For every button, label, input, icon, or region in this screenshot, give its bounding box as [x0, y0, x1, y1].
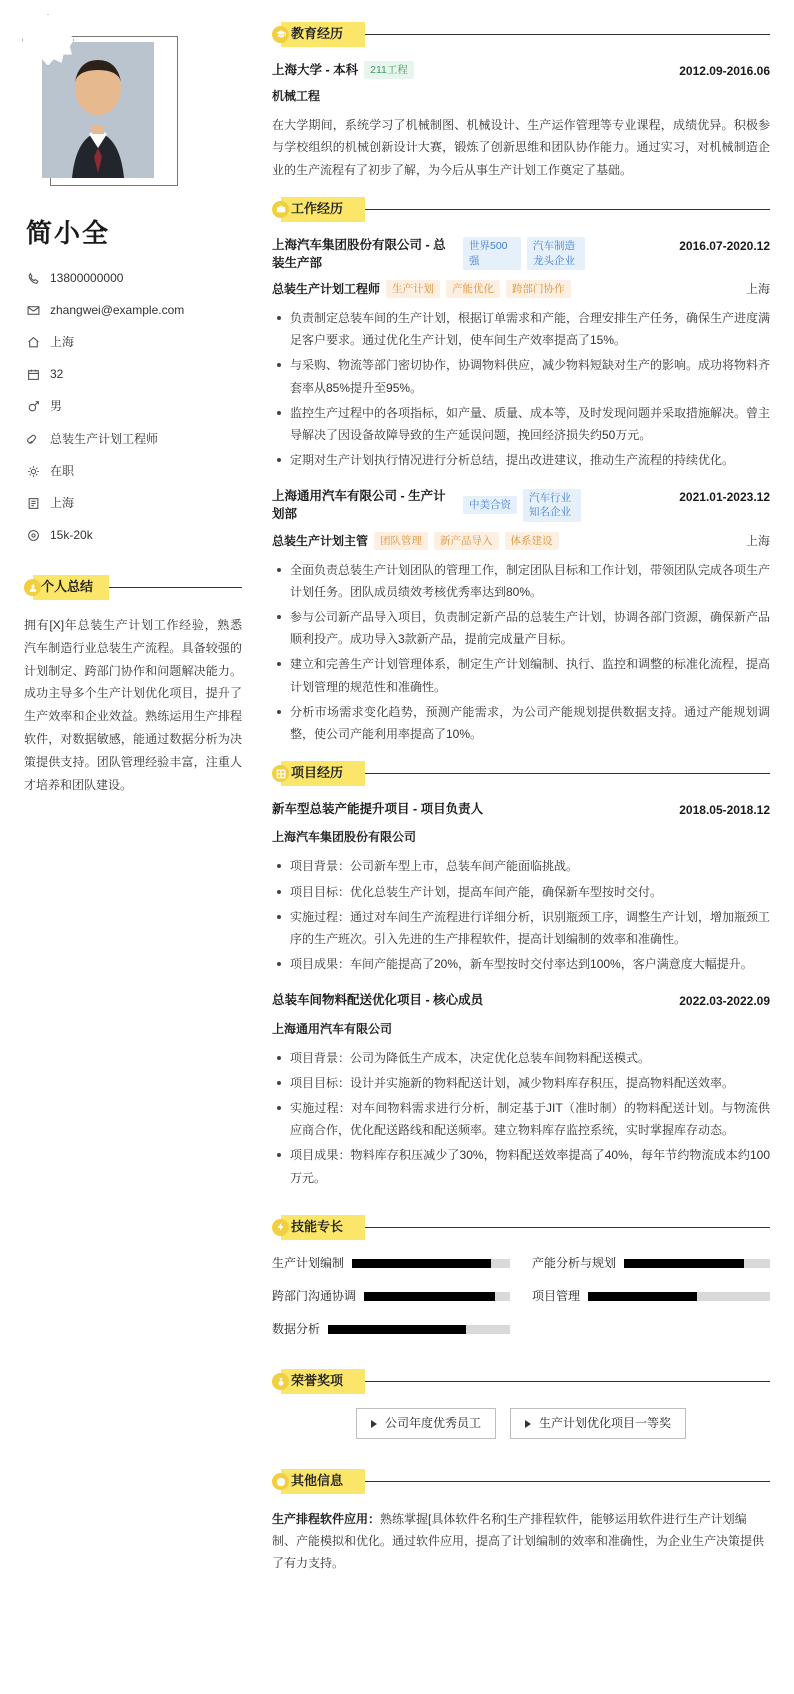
page-title: 简小全 — [26, 218, 111, 248]
work-bullet: 负责制定总装车间的生产计划，根据订单需求和产能，合理安排生产任务，确保生产进度满足客户要求。通过优化生产计划，使车间生产效率提高了15%。 — [288, 307, 770, 351]
sidebar — [0, 0, 262, 1694]
skill-bar-fill — [624, 1259, 744, 1268]
gender-icon — [26, 400, 40, 414]
education-tag: 211工程 — [364, 61, 414, 79]
project-name: 新车型总装产能提升项目 - 项目负责人 — [272, 802, 484, 817]
section-header-awards — [272, 1369, 770, 1394]
project-bullets — [272, 1047, 770, 1189]
work-item — [272, 236, 770, 472]
main-content — [262, 0, 794, 1694]
contact-phone-value: 13800000000 — [50, 270, 124, 285]
skill-bar — [352, 1259, 510, 1268]
project-date: 2022.03-2022.09 — [679, 994, 770, 1009]
info-icon — [272, 1473, 289, 1490]
education-item — [272, 61, 770, 181]
other-text: 熟练掌握[具体软件名称]生产排程软件，能够运用软件进行生产计划编制、产能模拟和优化。通过软件应用，提高了计划编制的效率和准确性，为企业生产决策提供了有力支持。 — [272, 1511, 765, 1571]
section-title-education: 教育经历 — [281, 22, 365, 47]
contact-location-value: 上海 — [50, 495, 75, 510]
project-icon — [272, 765, 289, 782]
education-school: 上海大学 - 本科 — [272, 62, 359, 77]
other-item — [272, 1508, 770, 1575]
summary-text: 拥有[X]年总装生产计划工作经验，熟悉汽车制造行业总装生产流程。具备较强的计划制定、跨部门协作和问题解决能力。成功主导多个生产计划优化项目，提升了生产效率和企业效益。熟练运用生产排程软件，对数据敏感，能通过数据分析为决策提供支持。团队管理经验丰富，注重人才培养和团队建设。 — [24, 618, 242, 792]
section-skills — [272, 1215, 770, 1339]
work-bullet: 建立和完善生产计划管理体系，制定生产计划编制、执行、监控和调整的标准化流程，提高计划管理的规范性和准确性。 — [288, 653, 770, 697]
skill-bar — [588, 1292, 770, 1301]
contact-phone — [26, 269, 242, 288]
work-company-tag: 汽车行业知名企业 — [523, 489, 581, 521]
section-projects — [272, 761, 770, 1189]
skill-bar-fill — [352, 1259, 491, 1268]
project-item — [272, 991, 770, 1189]
salary-icon — [26, 529, 40, 543]
section-rule — [365, 34, 770, 35]
home-icon — [26, 336, 40, 350]
contact-salary — [26, 526, 242, 545]
section-header-work — [272, 197, 770, 222]
section-title-work: 工作经历 — [281, 197, 365, 222]
section-rule — [365, 1381, 770, 1382]
contact-status — [26, 462, 242, 481]
section-title-summary: 个人总结 — [33, 575, 109, 600]
skill-bar — [364, 1292, 510, 1301]
calendar-icon — [26, 368, 40, 382]
skill-bar — [328, 1325, 510, 1334]
contact-position — [26, 430, 242, 449]
work-bullet: 全面负责总装生产计划团队的管理工作，制定团队目标和工作计划，带领团队完成各项生产计划任务。团队成员绩效考核优秀率达到80%。 — [288, 559, 770, 603]
work-date: 2021.01-2023.12 — [679, 490, 770, 505]
work-company-tag: 汽车制造龙头企业 — [527, 237, 585, 269]
section-other — [272, 1469, 770, 1574]
work-bullet: 定期对生产计划执行情况进行分析总结，提出改进建议，推动生产流程的持续优化。 — [288, 449, 770, 471]
work-skill-tag: 团队管理 — [374, 532, 428, 550]
rocket-icon — [26, 432, 40, 446]
work-date: 2016.07-2020.12 — [679, 238, 770, 253]
work-skill-tag: 体系建设 — [505, 532, 559, 550]
work-location: 上海 — [745, 533, 770, 548]
section-header-projects — [272, 761, 770, 786]
project-bullet: 项目目标：优化总装生产计划，提高车间产能，确保新车型按时交付。 — [288, 881, 770, 903]
contact-location — [26, 494, 242, 513]
work-role: 总装生产计划工程师 — [272, 281, 381, 296]
contact-position-value: 总装生产计划工程师 — [50, 431, 159, 446]
project-bullet: 实施过程：通过对车间生产流程进行详细分析，识别瓶颈工序，调整生产计划，增加瓶颈工序的生产班次。引入先进的生产排程软件，提高计划编制的效率和准确性。 — [288, 906, 770, 950]
work-bullet: 与采购、物流等部门密切协作，协调物料供应，减少物料短缺对生产的影响。成功将物料齐套率从85%提升至95%。 — [288, 354, 770, 398]
project-name: 总装车间物料配送优化项目 - 核心成员 — [272, 993, 484, 1008]
work-bullet: 分析市场需求变化趋势，预测产能需求，为公司产能规划提供数据支持。通过产能规划调整，使公司产能利用率提高了10%。 — [288, 701, 770, 745]
work-role: 总装生产计划主管 — [272, 533, 369, 548]
section-title-other: 其他信息 — [281, 1469, 365, 1494]
project-bullet: 项目目标：设计并实施新的物料配送计划，减少物料库存积压，提高物料配送效率。 — [288, 1072, 770, 1094]
project-company: 上海通用汽车有限公司 — [272, 1021, 393, 1036]
section-work — [272, 197, 770, 745]
project-bullet: 项目背景：公司为降低生产成本，决定优化总装车间物料配送模式。 — [288, 1047, 770, 1069]
work-company: 上海汽车集团股份有限公司 - 总装生产部 — [272, 237, 446, 270]
project-bullet: 项目成果：车间产能提高了20%，新车型按时交付率达到100%，客户满意度大幅提升。 — [288, 953, 770, 975]
awards-list — [272, 1408, 770, 1439]
project-bullet: 实施过程：对车间物料需求进行分析，制定基于JIT（准时制）的物料配送计划。与物流供应商合作，优化配送路线和配送频率。建立物料库存监控系统，实时掌握库存动态。 — [288, 1097, 770, 1141]
other-label: 生产排程软件应用： — [272, 1511, 381, 1526]
skill-name: 产能分析与规划 — [532, 1255, 617, 1270]
contact-gender — [26, 397, 242, 416]
contact-hometown — [26, 333, 242, 352]
skill-name: 数据分析 — [272, 1322, 321, 1336]
project-bullets — [272, 855, 770, 975]
work-skill-tag: 跨部门协作 — [506, 280, 571, 298]
status-icon — [26, 464, 40, 478]
triangle-icon — [525, 1420, 531, 1428]
lightning-icon — [272, 1219, 289, 1236]
section-rule — [365, 1227, 770, 1228]
work-company: 上海通用汽车有限公司 - 生产计划部 — [272, 489, 446, 522]
work-skill-tag: 产能优化 — [446, 280, 500, 298]
skills-grid — [272, 1254, 770, 1340]
work-skill-tag: 生产计划 — [386, 280, 440, 298]
mail-icon — [26, 303, 40, 317]
skill-item — [272, 1287, 510, 1306]
work-bullet: 参与公司新产品导入项目，负责制定新产品的总装生产计划，协调各部门资源，确保新产品顺利投产。成功导入3款新产品，提前完成量产目标。 — [288, 606, 770, 650]
work-item — [272, 487, 770, 745]
skill-name: 生产计划编制 — [272, 1255, 345, 1270]
section-header-other — [272, 1469, 770, 1494]
work-bullet: 监控生产过程中的各项指标，如产量、质量、成本等，及时发现问题并采取措施解决。曾主导解决了因设备故障导致的生产延误问题，挽回经济损失约50万元。 — [288, 402, 770, 446]
contact-hometown-value: 上海 — [50, 334, 75, 349]
skill-bar-fill — [588, 1292, 697, 1301]
profile-photo — [42, 42, 154, 178]
education-date: 2012.09-2016.06 — [679, 63, 770, 78]
skill-name: 跨部门沟通协调 — [272, 1288, 357, 1303]
work-skill-tag: 新产品导入 — [434, 532, 499, 550]
skill-bar — [624, 1259, 770, 1268]
project-bullet: 项目背景：公司新车型上市，总装车间产能面临挑战。 — [288, 855, 770, 877]
section-rule — [365, 1481, 770, 1482]
education-major: 机械工程 — [272, 88, 321, 103]
work-company-tag: 世界500强 — [463, 237, 521, 269]
contact-status-value: 在职 — [50, 463, 75, 478]
skill-bar-fill — [328, 1325, 466, 1334]
location-icon — [26, 497, 40, 511]
contact-gender-value: 男 — [50, 399, 63, 414]
medal-icon — [272, 1373, 289, 1390]
skill-item — [272, 1320, 510, 1339]
section-awards — [272, 1369, 770, 1439]
work-company-tag: 中美合资 — [463, 496, 517, 514]
project-item — [272, 800, 770, 975]
contact-age — [26, 365, 242, 384]
skill-item — [532, 1287, 770, 1306]
award-label: 公司年度优秀员工 — [384, 1415, 481, 1430]
section-education — [272, 22, 770, 181]
contact-email — [26, 301, 242, 320]
project-company: 上海汽车集团股份有限公司 — [272, 830, 417, 845]
skill-name: 项目管理 — [532, 1288, 581, 1303]
award-item — [356, 1408, 496, 1439]
section-rule — [365, 773, 770, 774]
briefcase-icon — [272, 201, 289, 218]
contact-age-value: 32 — [50, 367, 64, 382]
work-location: 上海 — [745, 281, 770, 296]
section-title-skills: 技能专长 — [281, 1215, 365, 1240]
work-bullets — [272, 307, 770, 471]
triangle-icon — [371, 1420, 377, 1428]
education-description: 在大学期间，系统学习了机械制图、机械设计、生产运作管理等专业课程，成绩优异。积极参与学校组织的机械创新设计大赛，锻炼了创新思维和团队协作能力。通过实习，对机械制造企业的生产流程有了初步了解，为今后从事生产计划工作奠定了基础。 — [272, 118, 770, 177]
skill-bar-fill — [364, 1292, 495, 1301]
section-title-projects: 项目经历 — [281, 761, 365, 786]
work-bullets — [272, 559, 770, 746]
project-bullet: 项目成果：物料库存积压减少了30%，物料配送效率提高了40%，每年节约物流成本约100万元。 — [288, 1144, 770, 1188]
section-header-summary — [22, 575, 242, 600]
section-header-skills — [272, 1215, 770, 1240]
award-label: 生产计划优化项目一等奖 — [539, 1415, 672, 1430]
project-date: 2018.05-2018.12 — [679, 803, 770, 818]
section-rule — [365, 209, 770, 210]
avatar — [36, 28, 186, 193]
graduation-icon — [272, 26, 289, 43]
contact-salary-value: 15k-20k — [50, 528, 93, 543]
section-header-education — [272, 22, 770, 47]
contact-list — [26, 269, 242, 546]
award-item — [510, 1408, 686, 1439]
section-rule — [109, 587, 242, 588]
skill-item — [532, 1254, 770, 1273]
section-title-awards: 荣誉奖项 — [281, 1369, 365, 1394]
contact-email-value: zhangwei@example.com — [50, 302, 185, 317]
skill-item — [272, 1254, 510, 1273]
phone-icon — [26, 271, 40, 285]
